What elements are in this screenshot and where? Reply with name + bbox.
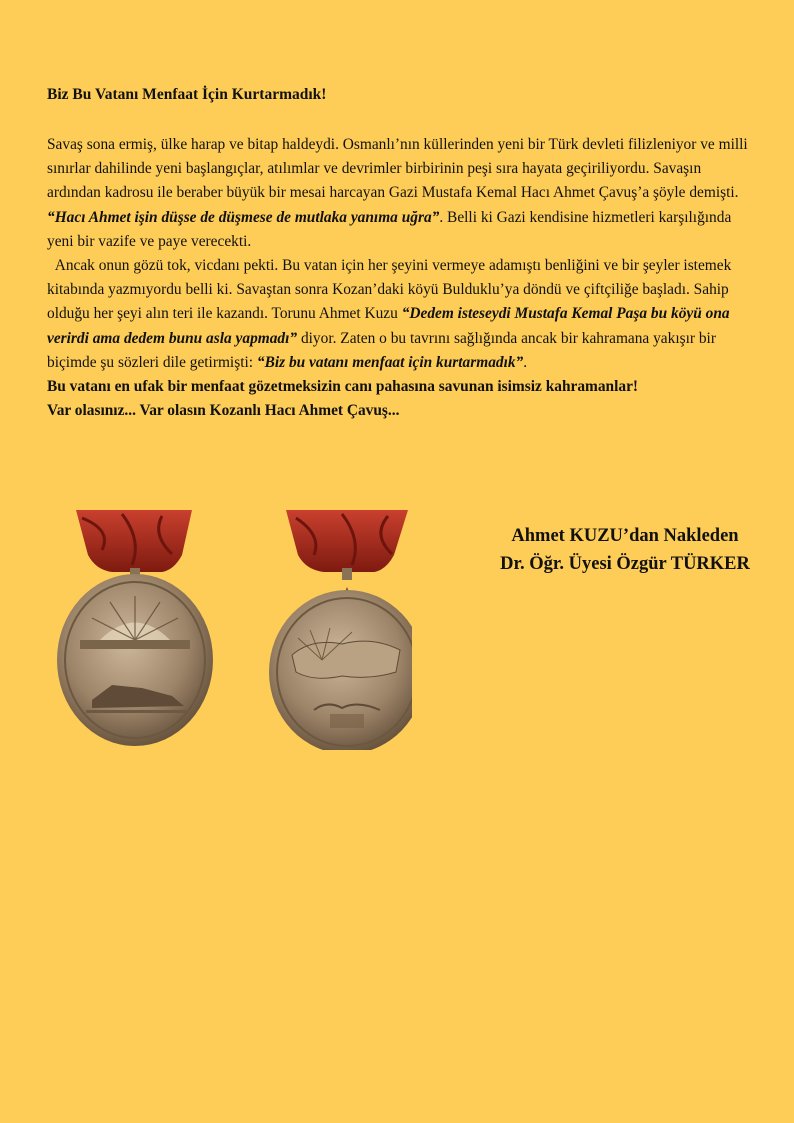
credit-author: Dr. Öğr. Üyesi Özgür TÜRKER (500, 554, 750, 574)
text-segment: Ancak onun gözü tok, vicdanı pekti. Bu vatan için her şeyini vermeye adamıştı benliğini ve bir şeyler istemek kitabında yazmıyordu belli ki. Savaştan sonra Kozan’daki köyü Bulduklu’ya döndü ve çiftçiliğe başladı. Sahip olduğu her şeyi alın teri ile kazandı. Torunu Ahmet Kuzu (47, 257, 732, 323)
text-segment: . (523, 353, 528, 371)
author-credit (470, 522, 780, 578)
quote-gazi: “Hacı Ahmet işin düşse de düşmese de mutlaka yanıma uğra” (47, 208, 440, 226)
text-segment: diyor. Zaten o bu tavrını sağlığında ancak bir kahramana yakışır bir biçimde şu sözleri dile getirmişti: (47, 329, 716, 371)
quote-hero: “Biz bu vatanı menfaat için kurtarmadık” (256, 353, 524, 371)
paragraph-main (47, 133, 752, 375)
text-segment: . Belli ki Gazi kendisine hizmetleri karşılığında yeni bir vazife ve paye verecekti. (47, 208, 732, 250)
independence-medals-image (52, 510, 412, 750)
closing-line-2: Var olasınız... Var olasın Kozanlı Hacı Ahmet Çavuş... (47, 402, 400, 420)
credit-source: Ahmet KUZU’dan Nakleden (511, 526, 739, 546)
text-segment: Savaş sona ermiş, ülke harap ve bitap haldeydi. Osmanlı’nın küllerinden yeni bir Türk devleti filizleniyor ve milli sınırlar dahilinde yeni başlangıçlar, atılımlar ve devrimler birbirinin peşi sıra hayata geçiriliyordu. Savaşın ardından kadrosu ile beraber büyük bir mesai harcayan Gazi Mustafa Kemal Hacı Ahmet Çavuş’a şöyle demişti. (47, 136, 748, 202)
closing-line-1: Bu vatanı en ufak bir menfaat gözetmeksizin canı pahasına savunan isimsiz kahramanlar! (47, 378, 639, 396)
quote-grandson: “Dedem isteseydi Mustafa Kemal Paşa bu köyü ona verirdi ama dedem bunu asla yapmadı” (47, 305, 730, 347)
medal-obverse (57, 510, 213, 746)
article-title: Biz Bu Vatanı Menfaat İçin Kurtarmadık! (47, 86, 327, 103)
medal-reverse (269, 510, 412, 750)
article-body (47, 133, 752, 423)
